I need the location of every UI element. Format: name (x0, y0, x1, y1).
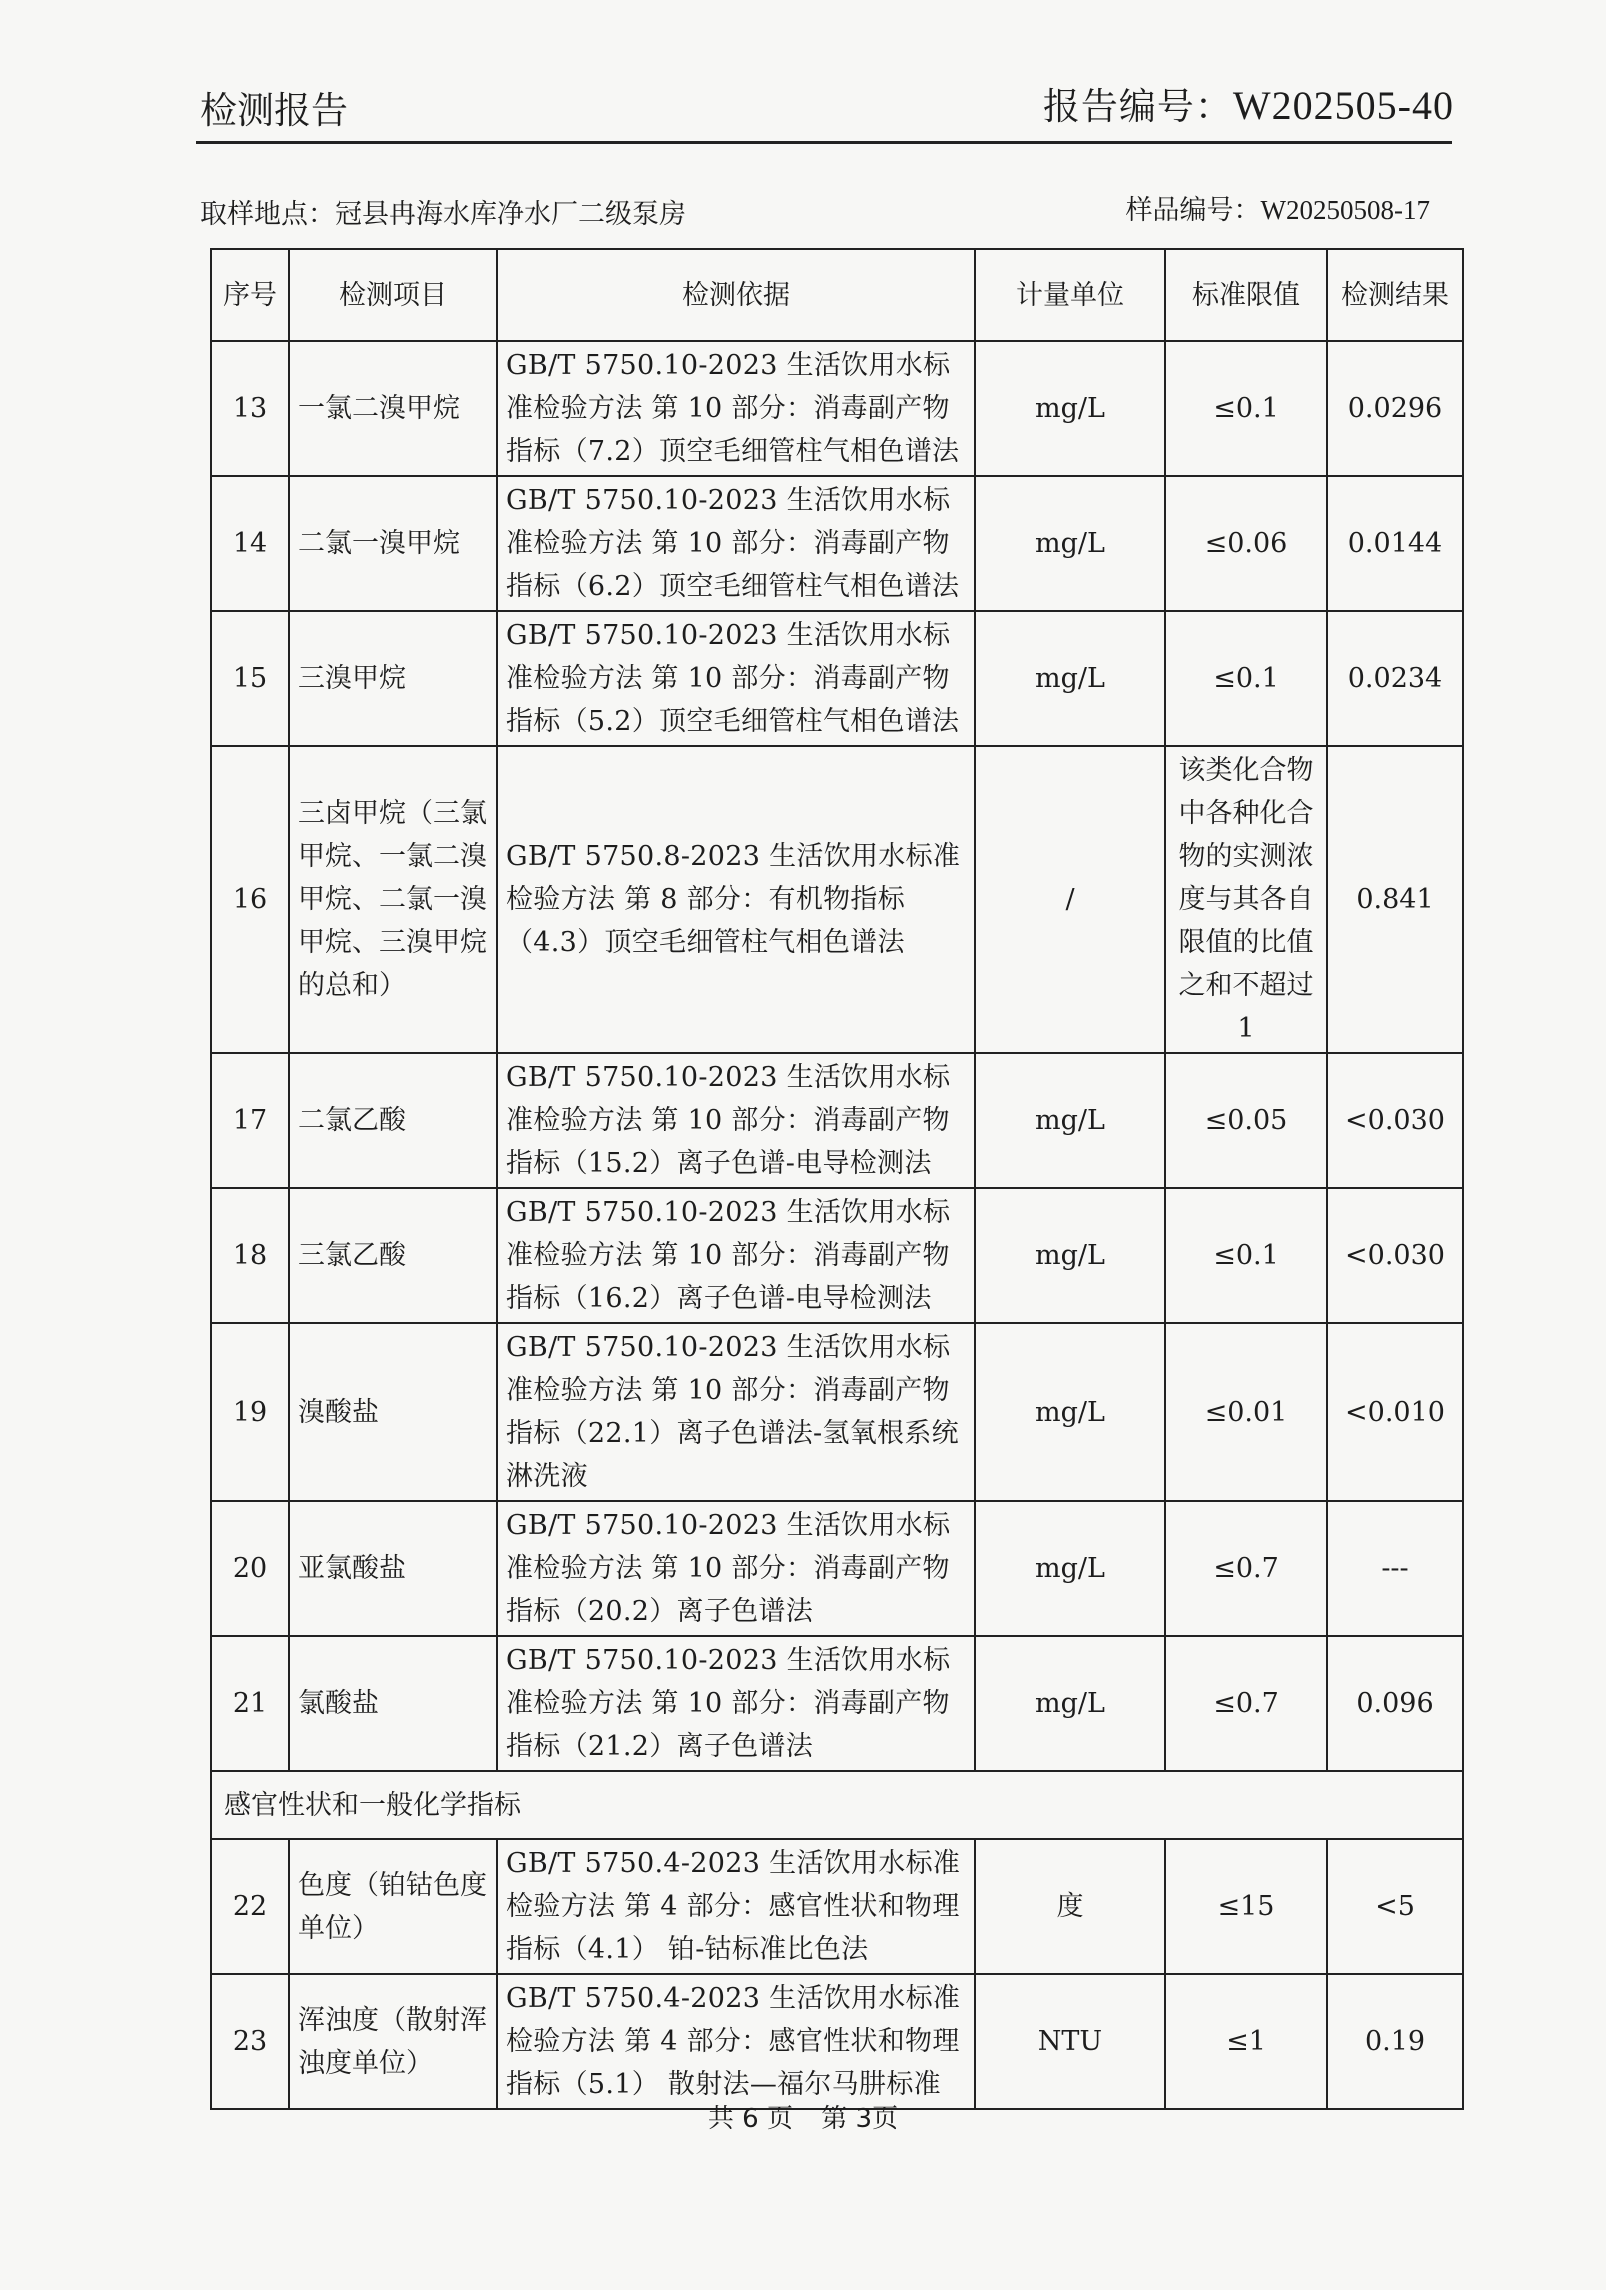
col-header-unit: 计量单位 (975, 249, 1165, 341)
row-item: 三溴甲烷 (289, 611, 497, 746)
row-unit: mg/L (975, 1501, 1165, 1636)
col-header-no: 序号 (211, 249, 289, 341)
table-row (211, 1501, 1463, 1636)
row-item: 三氯乙酸 (289, 1188, 497, 1323)
col-header-item: 检测项目 (289, 249, 497, 341)
total-pages: 共 6 页 (707, 2104, 793, 2134)
row-item: 一氯二溴甲烷 (289, 341, 497, 476)
row-no: 15 (211, 611, 289, 746)
row-no: 20 (211, 1501, 289, 1636)
row-result: --- (1327, 1501, 1463, 1636)
row-result: 0.19 (1327, 1974, 1463, 2109)
row-limit: ≤1 (1165, 1974, 1327, 2109)
row-basis: GB/T 5750.4-2023 生活饮用水标准检验方法 第 4 部分：感官性状和物理指标（5.1） 散射法—福尔马肼标准 (497, 1974, 975, 2109)
table-header-row (211, 249, 1463, 341)
row-result: 0.096 (1327, 1636, 1463, 1771)
row-item: 三卤甲烷（三氯甲烷、一氯二溴甲烷、二氯一溴甲烷、三溴甲烷的总和） (289, 746, 497, 1053)
row-unit: / (975, 746, 1165, 1053)
sampling-location-value: 冠县冉海水库净水厂二级泵房 (335, 199, 686, 230)
row-limit: ≤0.01 (1165, 1323, 1327, 1501)
row-unit: 度 (975, 1839, 1165, 1974)
page-footer (0, 2098, 1606, 2135)
report-number (1043, 76, 1454, 130)
current-page: 第 3页 (821, 2104, 899, 2134)
row-no: 23 (211, 1974, 289, 2109)
row-limit: ≤0.1 (1165, 611, 1327, 746)
row-limit: ≤15 (1165, 1839, 1327, 1974)
row-no: 18 (211, 1188, 289, 1323)
row-limit: ≤0.1 (1165, 341, 1327, 476)
row-no: 21 (211, 1636, 289, 1771)
row-result: <0.030 (1327, 1053, 1463, 1188)
results-table-wrapper (210, 248, 1462, 2110)
sample-number (1126, 188, 1430, 227)
row-limit: ≤0.7 (1165, 1501, 1327, 1636)
row-result: 0.841 (1327, 746, 1463, 1053)
row-basis: GB/T 5750.10-2023 生活饮用水标准检验方法 第 10 部分：消毒副产物指标（22.1）离子色谱法-氢氧根系统淋洗液 (497, 1323, 975, 1501)
table-row (211, 611, 1463, 746)
section-title: 感官性状和一般化学指标 (211, 1771, 1463, 1839)
row-limit: 该类化合物中各种化合物的实测浓度与其各自限值的比值之和不超过 1 (1165, 746, 1327, 1053)
row-item: 溴酸盐 (289, 1323, 497, 1501)
row-unit: mg/L (975, 476, 1165, 611)
row-unit: mg/L (975, 1188, 1165, 1323)
row-no: 14 (211, 476, 289, 611)
table-row (211, 341, 1463, 476)
sampling-location (200, 192, 686, 231)
row-result: <0.010 (1327, 1323, 1463, 1501)
row-item: 氯酸盐 (289, 1636, 497, 1771)
table-row (211, 1053, 1463, 1188)
row-result: <0.030 (1327, 1188, 1463, 1323)
report-number-value: W202505-40 (1232, 83, 1454, 128)
header-title: 检测报告 (200, 89, 348, 132)
col-header-result: 检测结果 (1327, 249, 1463, 341)
row-no: 17 (211, 1053, 289, 1188)
table-row (211, 1839, 1463, 1974)
table-row (211, 746, 1463, 1053)
row-result: 0.0144 (1327, 476, 1463, 611)
row-result: 0.0234 (1327, 611, 1463, 746)
table-row (211, 1323, 1463, 1501)
row-limit: ≤0.1 (1165, 1188, 1327, 1323)
row-unit: mg/L (975, 1323, 1165, 1501)
sample-number-value: W20250508-17 (1260, 195, 1430, 225)
row-basis: GB/T 5750.10-2023 生活饮用水标准检验方法 第 10 部分：消毒副产物指标（6.2）顶空毛细管柱气相色谱法 (497, 476, 975, 611)
row-basis: GB/T 5750.4-2023 生活饮用水标准检验方法 第 4 部分：感官性状和物理指标（4.1） 铂-钴标准比色法 (497, 1839, 975, 1974)
table-row (211, 1188, 1463, 1323)
row-result: <5 (1327, 1839, 1463, 1974)
row-unit: mg/L (975, 341, 1165, 476)
col-header-limit: 标准限值 (1165, 249, 1327, 341)
row-no: 13 (211, 341, 289, 476)
row-basis: GB/T 5750.10-2023 生活饮用水标准检验方法 第 10 部分：消毒副产物指标（5.2）顶空毛细管柱气相色谱法 (497, 611, 975, 746)
row-unit: NTU (975, 1974, 1165, 2109)
table-row (211, 1974, 1463, 2109)
row-limit: ≤0.7 (1165, 1636, 1327, 1771)
row-item: 二氯一溴甲烷 (289, 476, 497, 611)
col-header-basis: 检测依据 (497, 249, 975, 341)
row-limit: ≤0.06 (1165, 476, 1327, 611)
section-header-row (211, 1771, 1463, 1839)
row-basis: GB/T 5750.8-2023 生活饮用水标准检验方法 第 8 部分：有机物指标（4.3）顶空毛细管柱气相色谱法 (497, 746, 975, 1053)
row-unit: mg/L (975, 1636, 1165, 1771)
sampling-location-label: 取样地点： (200, 199, 335, 230)
row-unit: mg/L (975, 1053, 1165, 1188)
results-table (210, 248, 1464, 2110)
header-divider (196, 141, 1452, 144)
row-no: 19 (211, 1323, 289, 1501)
row-limit: ≤0.05 (1165, 1053, 1327, 1188)
row-item: 二氯乙酸 (289, 1053, 497, 1188)
row-no: 22 (211, 1839, 289, 1974)
row-item: 亚氯酸盐 (289, 1501, 497, 1636)
row-basis: GB/T 5750.10-2023 生活饮用水标准检验方法 第 10 部分：消毒副产物指标（21.2）离子色谱法 (497, 1636, 975, 1771)
row-no: 16 (211, 746, 289, 1053)
row-basis: GB/T 5750.10-2023 生活饮用水标准检验方法 第 10 部分：消毒副产物指标（7.2）顶空毛细管柱气相色谱法 (497, 341, 975, 476)
row-unit: mg/L (975, 611, 1165, 746)
report-number-label: 报告编号： (1042, 85, 1233, 128)
row-item: 浑浊度（散射浑浊度单位） (289, 1974, 497, 2109)
row-item: 色度（铂钴色度单位） (289, 1839, 497, 1974)
table-row (211, 1636, 1463, 1771)
row-result: 0.0296 (1327, 341, 1463, 476)
sample-number-label: 样品编号： (1125, 195, 1261, 226)
row-basis: GB/T 5750.10-2023 生活饮用水标准检验方法 第 10 部分：消毒副产物指标（20.2）离子色谱法 (497, 1501, 975, 1636)
row-basis: GB/T 5750.10-2023 生活饮用水标准检验方法 第 10 部分：消毒副产物指标（16.2）离子色谱-电导检测法 (497, 1188, 975, 1323)
row-basis: GB/T 5750.10-2023 生活饮用水标准检验方法 第 10 部分：消毒副产物指标（15.2）离子色谱-电导检测法 (497, 1053, 975, 1188)
table-row (211, 476, 1463, 611)
